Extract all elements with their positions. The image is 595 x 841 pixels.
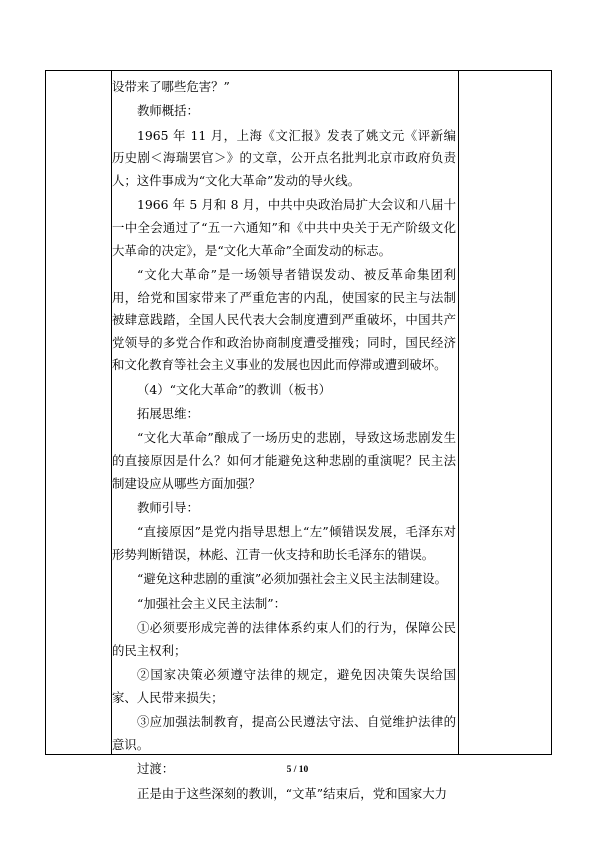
column-divider-right [458, 71, 459, 754]
paragraph: 教师引导： [137, 500, 199, 516]
paragraph: “加强社会主义民主法制”： [137, 595, 286, 611]
paragraph: 正是由于这些深刻的教训，“文革”结束后，党和国家大力 [137, 785, 448, 801]
paragraph: “直接原因”是党内指导思想上“左”倾错误发展，毛泽东对形势判断错误，林彪、江青一伙支持和助长毛泽东的错误。 [112, 524, 456, 563]
section-heading: （4）“文化大革命”的教训（板书） [137, 381, 332, 397]
list-item: ③应加强法制教育，提高公民遵法守法、自觉维护法律的意识。 [112, 714, 456, 752]
list-item: ②国家决策必须遵守法律的规定，避免因决策失误给国家、人民带来损失； [112, 667, 456, 705]
paragraph: “避免这种悲剧的重演”必须加强社会主义民主法制建设。 [137, 571, 448, 587]
paragraph: 教师概括： [137, 103, 199, 119]
lesson-content [112, 76, 456, 807]
paragraph: “文化大革命”酿成了一场历史的悲剧，导致这场悲剧发生的直接原因是什么？如何才能避免这种悲剧的重演呢？民主法制建设应从哪些方面加强？ [112, 430, 456, 491]
paragraph: 1965 年 11 月，上海《文汇报》发表了姚文元《评新编历史剧＜海瑞罢官＞》的文章，公开点名批判北京市政府负责人；这件事成为“文化大革命”发动的导火线。 [112, 127, 456, 188]
paragraph: 设带来了哪些危害？” [112, 79, 230, 94]
paragraph: “文化大革命”是一场领导者错误发动、被反革命集团利用，给党和国家带来了严重危害的内乱，使国家的民主与法制被肆意践踏，全国人民代表大会制度遭到严重破坏，中国共产党领导的多党合作和政治协商制度遭受摧残；同时，国民经济和文化教育等社会主义事业的发展也因此而停滞或遭到破坏。 [112, 266, 456, 373]
paragraph: 1966 年 5 月和 8 月，中共中央政治局扩大会议和八届十一中全会通过了“五一六通知”和《中共中央关于无产阶级文化大革命的决定》，是“文化大革命”全面发动的标志。 [112, 197, 456, 258]
paragraph: 拓展思维： [137, 406, 199, 422]
paragraph: 过渡： [137, 761, 175, 777]
list-item: ①必须要形成完善的法律体系约束人们的行为，保障公民的民主权利； [112, 620, 456, 658]
page-number: 5 / 10 [286, 765, 309, 775]
